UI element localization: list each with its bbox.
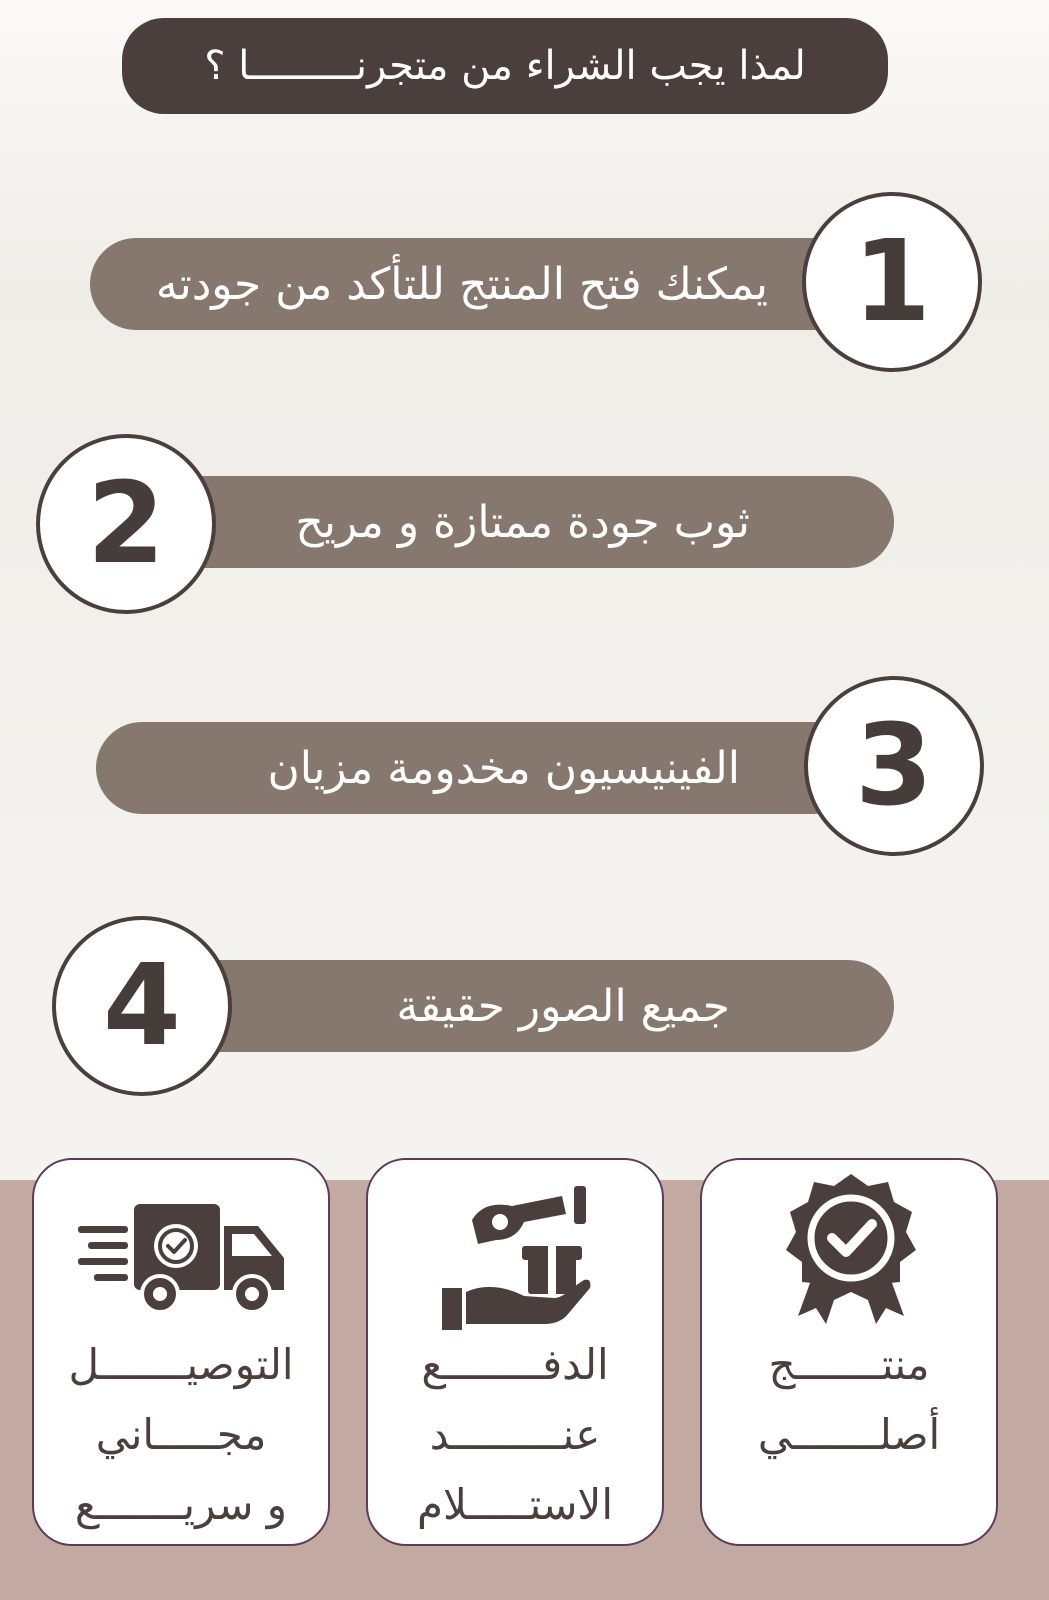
feature-1-number: 1	[802, 192, 982, 372]
feature-3-number: 3	[804, 676, 984, 856]
feature-3-bar	[96, 722, 860, 814]
badge-original-product	[700, 1158, 998, 1546]
feature-4-text: جميع الصور حقيقة	[396, 980, 730, 1032]
delivery-truck-icon	[74, 1196, 294, 1316]
badge-cash-on-delivery	[366, 1158, 664, 1546]
quality-badge-icon	[776, 1168, 926, 1328]
badge-line: التوصيـــــــل	[68, 1340, 294, 1389]
feature-1-text: يمكنك فتح المنتج للتأكد من جودته	[155, 258, 768, 310]
badge-original-product-text	[702, 1330, 996, 1470]
feature-4-number: 4	[52, 916, 232, 1096]
badge-line: الاستـــــلام	[416, 1480, 614, 1529]
feature-2-text: ثوب جودة ممتازة و مريح	[295, 496, 750, 548]
cash-on-delivery-icon	[432, 1180, 602, 1330]
badge-line: الدفــــــــع	[421, 1340, 609, 1389]
badge-line: عنـــــــــد	[429, 1410, 601, 1459]
feature-2-number: 2	[36, 434, 216, 614]
feature-1-bar	[90, 238, 860, 330]
badge-cash-on-delivery-text	[368, 1330, 662, 1540]
badge-free-delivery	[32, 1158, 330, 1546]
badge-line: و سريـــــــع	[74, 1480, 288, 1529]
feature-2-bar	[150, 476, 894, 568]
badge-line: أصلـــــــي	[757, 1410, 941, 1459]
page-title: لمذا يجب الشراء من متجرنـــــــــا ؟	[122, 18, 888, 114]
feature-4-bar	[160, 960, 894, 1052]
badge-free-delivery-text	[34, 1330, 328, 1540]
badge-line: منتـــــــج	[768, 1340, 930, 1389]
badge-line: مجـــــاني	[95, 1410, 267, 1459]
feature-3-text: الفينيسيون مخدومة مزيان	[267, 742, 740, 794]
